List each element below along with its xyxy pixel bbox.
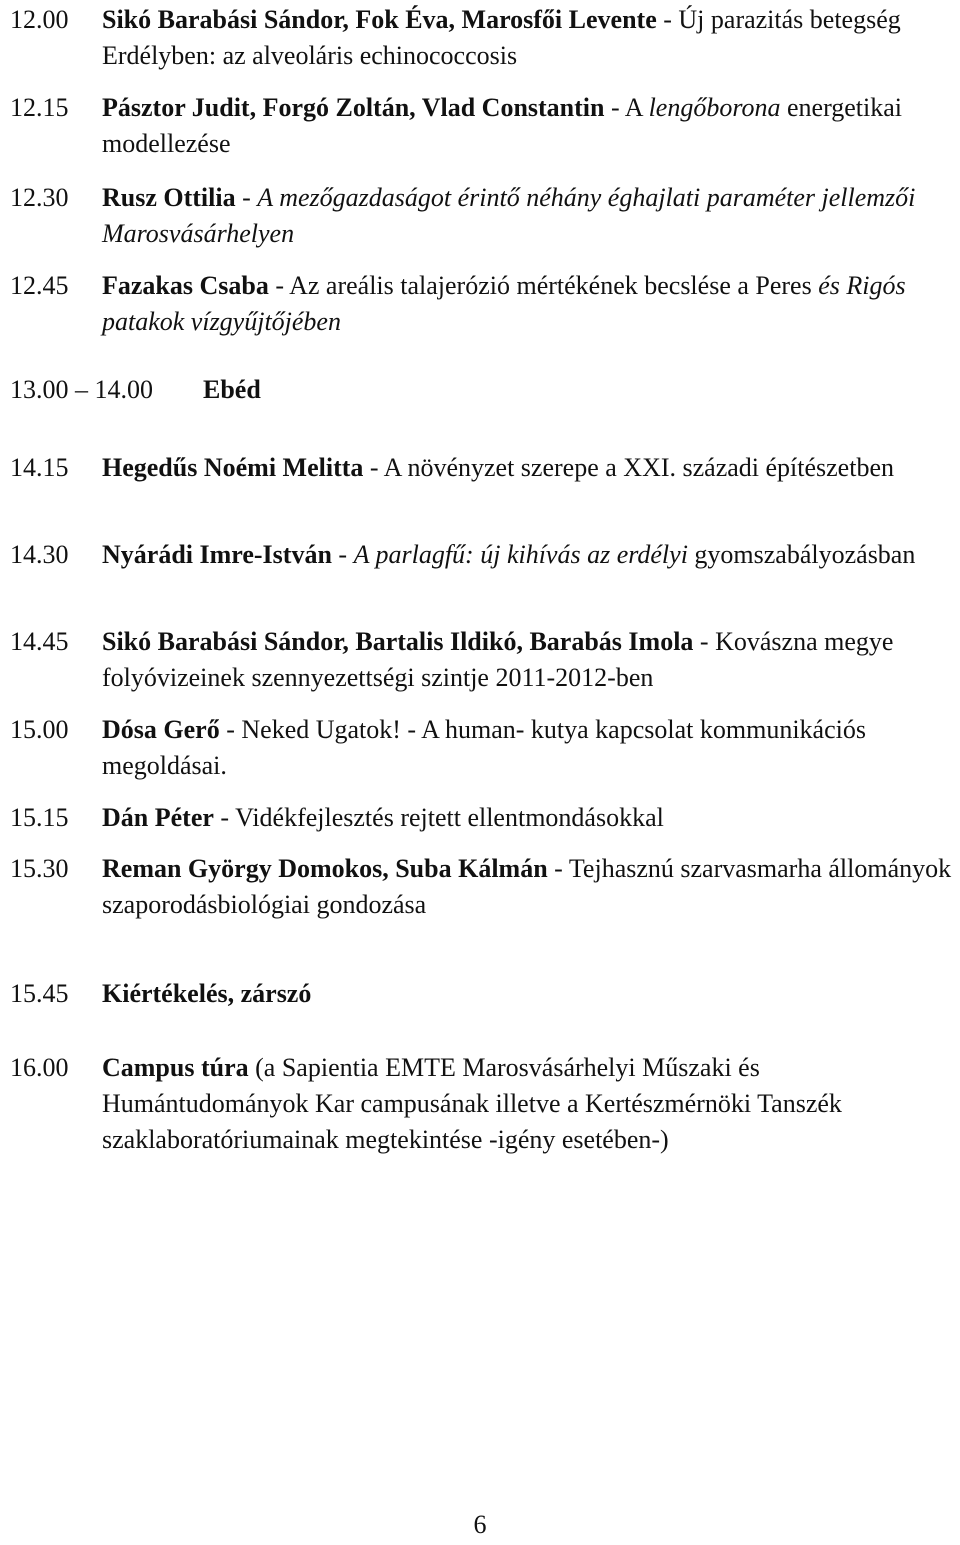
entry-time: 12.15 — [10, 93, 69, 122]
entry-text — [102, 624, 955, 696]
entry-authors: Fazakas Csaba — [102, 271, 269, 300]
entry-time: 12.00 — [10, 5, 69, 34]
program-entry-1215 — [10, 90, 955, 162]
lunch-time: 13.00 – 14.00 — [10, 375, 153, 404]
entry-title: Tejhasznú szarvasmarha állományok szaporodásbiológiai gondozása — [102, 854, 952, 919]
entry-title: Új parazitás betegség Erdélyben: az alveoláris echinococcosis — [102, 5, 901, 70]
program-entry-1230 — [10, 180, 955, 252]
entry-authors: Sikó Barabási Sándor, Fok Éva, Marosfői Levente — [102, 5, 657, 34]
entry-time: 15.45 — [10, 979, 69, 1008]
entry-time: 16.00 — [10, 1053, 69, 1082]
entry-text — [102, 2, 955, 74]
entry-time: 14.45 — [10, 627, 69, 656]
entry-title-italic: és Rigós patakok vízgyűjtőjében — [102, 271, 906, 336]
entry-text — [102, 712, 955, 784]
entry-separator: - — [268, 271, 290, 300]
entry-title: Neked Ugatok! - A human- kutya kapcsolat kommunikációs megoldásai. — [102, 715, 866, 780]
program-entry-1500 — [10, 712, 955, 784]
entry-title-prefix: A — [624, 93, 649, 122]
entry-separator: - — [693, 627, 716, 656]
entry-title: Vidékfejlesztés rejtett ellentmondásokkal — [235, 803, 664, 832]
entry-authors: Pásztor Judit, Forgó Zoltán, Vlad Constantin — [102, 93, 605, 122]
entry-text — [102, 800, 955, 836]
entry-text — [102, 180, 955, 252]
entry-title: A növényzet szerepe a XXI. századi építészetben — [383, 453, 894, 482]
entry-separator: - — [363, 453, 384, 482]
program-entry-1545 — [10, 976, 955, 1012]
lunch-label: Ebéd — [203, 375, 261, 404]
program-entry-1430 — [10, 537, 955, 573]
entry-time: 15.00 — [10, 715, 69, 744]
program-entry-1600 — [10, 1050, 955, 1158]
entry-text — [102, 268, 955, 340]
entry-separator: - — [219, 715, 242, 744]
program-entry-1515 — [10, 800, 955, 836]
entry-authors: Hegedűs Noémi Melitta — [102, 453, 364, 482]
page-number: 6 — [473, 1510, 487, 1539]
entry-title-prefix: Az areális talajerózió mértékének becslése a Peres — [289, 271, 819, 300]
entry-text — [102, 1050, 955, 1158]
program-entry-1530 — [10, 851, 955, 923]
entry-authors: Reman György Domokos, Suba Kálmán — [102, 854, 548, 883]
entry-separator: - — [235, 183, 258, 212]
entry-title-italic: lengőborona — [648, 93, 781, 122]
entry-text — [102, 976, 955, 1012]
entry-authors: Dán Péter — [102, 803, 214, 832]
entry-separator: - — [213, 803, 236, 832]
entry-time: 14.15 — [10, 453, 69, 482]
entry-authors: Rusz Ottilia — [102, 183, 236, 212]
entry-authors: Nyárádi Imre-István — [102, 540, 332, 569]
entry-title: Kovászna megye folyóvizeinek szennyezettségi szintje 2011-2012-ben — [102, 627, 894, 692]
entry-authors: Kiértékelés, zárszó — [102, 979, 312, 1008]
entry-authors: Campus túra — [102, 1053, 249, 1082]
entry-time: 15.15 — [10, 803, 69, 832]
entry-title-suffix: gyomszabályozásban — [687, 540, 916, 569]
entry-authors: Dósa Gerő — [102, 715, 220, 744]
entry-separator: - — [604, 93, 625, 122]
entry-text — [102, 851, 955, 923]
entry-text — [102, 90, 955, 162]
entry-text — [102, 450, 955, 486]
entry-time: 14.30 — [10, 540, 69, 569]
entry-authors: Sikó Barabási Sándor, Bartalis Ildikó, Barabás Imola — [102, 627, 694, 656]
entry-separator: - — [547, 854, 569, 883]
entry-text — [102, 537, 955, 573]
entry-title: (a Sapientia EMTE Marosvásárhelyi Műszaki és Humántudományok Kar campusának illetve a Kertészmérnöki Tanszék szaklaboratóriumainak megtekintése -igény esetében-) — [102, 1053, 842, 1154]
program-entry-1245 — [10, 268, 955, 340]
program-entry-1415 — [10, 450, 955, 486]
entry-title-italic: A parlagfű: új kihívás az erdélyi — [353, 540, 688, 569]
program-entry-1200 — [10, 2, 955, 74]
entry-time: 12.45 — [10, 271, 69, 300]
entry-time: 15.30 — [10, 854, 69, 883]
entry-title-suffix: energetikai modellezése — [102, 93, 903, 158]
entry-time: 12.30 — [10, 183, 69, 212]
entry-separator: - — [331, 540, 354, 569]
entry-separator: - — [656, 5, 679, 34]
entry-title: A mezőgazdaságot érintő néhány éghajlati paraméter jellemzői Marosvásárhelyen — [102, 183, 916, 248]
program-entry-1445 — [10, 624, 955, 696]
